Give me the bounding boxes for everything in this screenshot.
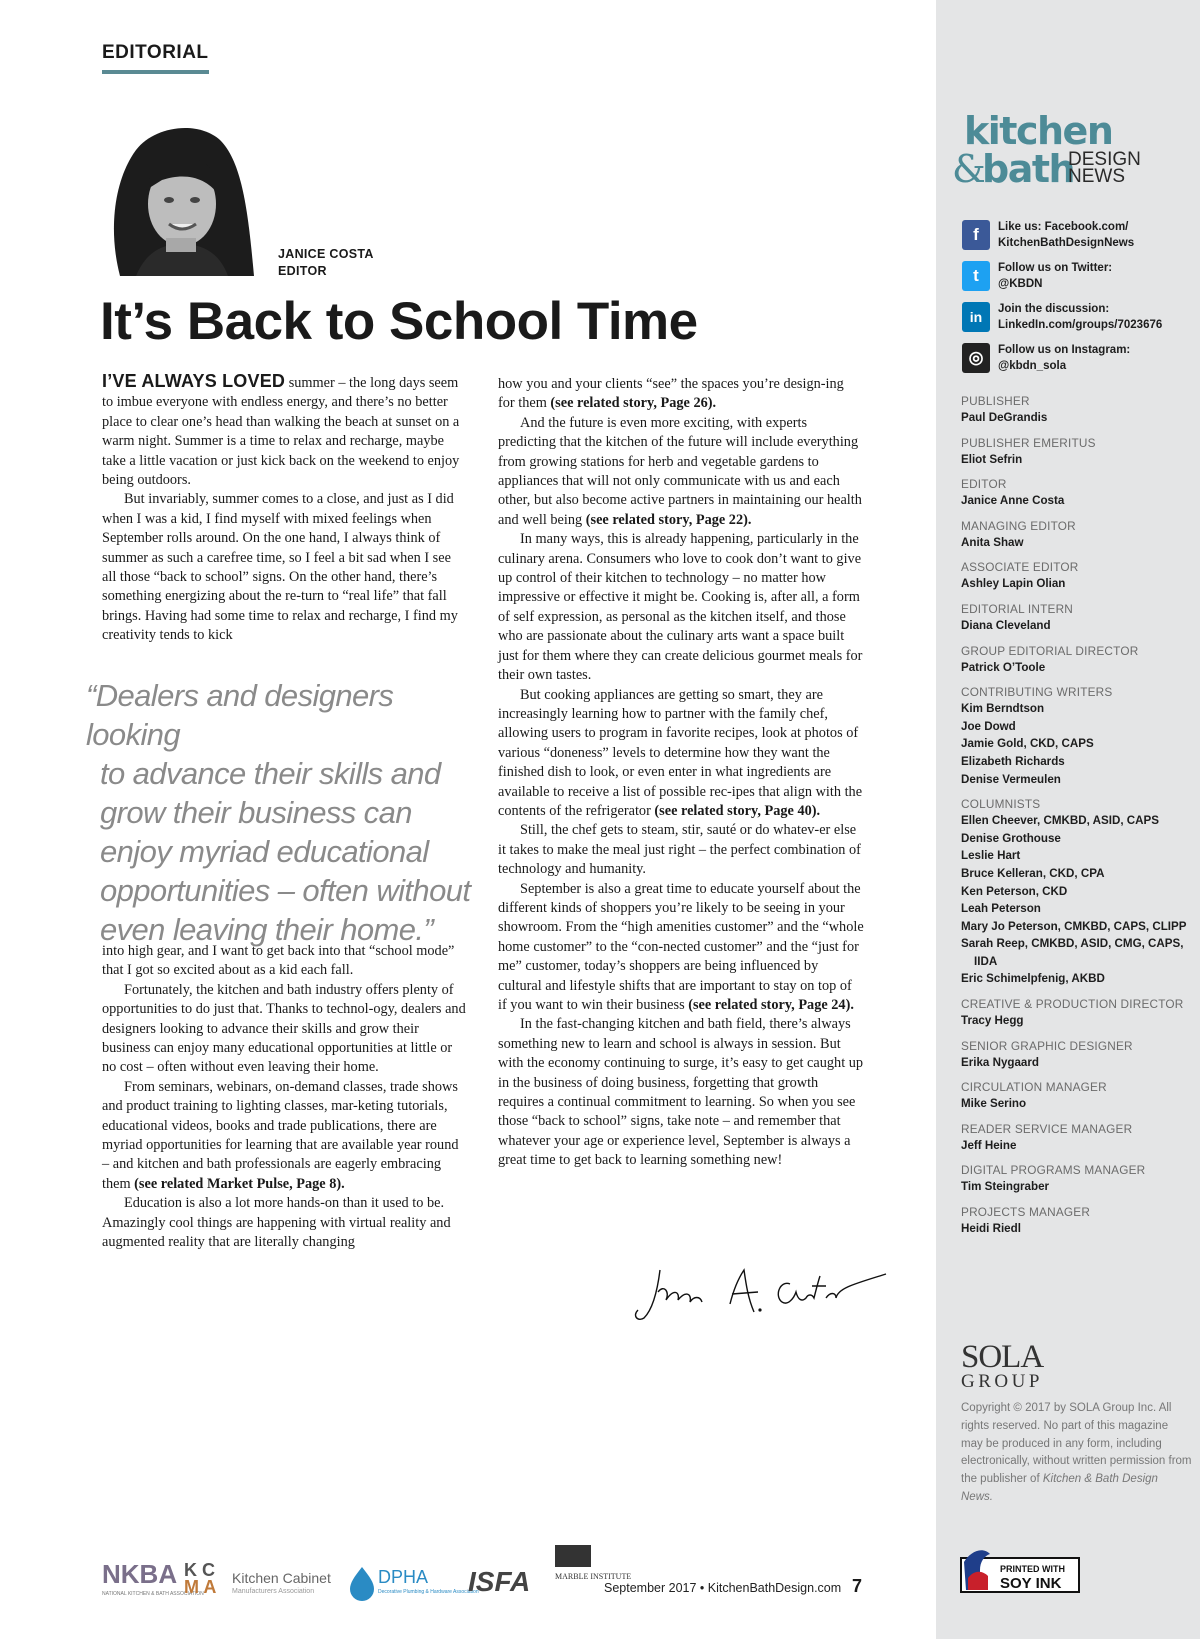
masthead-list [961,393,1193,1238]
masthead-name: Bruce Kelleran, CKD, CPA [961,866,1105,880]
editor-portrait [102,120,256,276]
svg-text:K C: K C [184,1560,215,1580]
masthead-role: COLUMNISTS [961,797,1041,812]
social-link[interactable] [962,261,1182,299]
article-paragraph: I’VE ALWAYS LOVED summer – the long days seem to imbue everyone with endless energy, and there’s no better place to clear one’s head than walking the beach at sunset on a warm night. Summer is a time to relax and recharge, maybe take a little vacation or just kick back on the weekend to enjoy being outdoors. [102,371,460,489]
masthead-name: Tracy Hegg [961,1014,1024,1028]
related-story-ref: (see related story, Page 22). [585,511,752,528]
masthead-sidebar [936,0,1200,1639]
masthead-name: Leslie Hart [961,849,1021,863]
masthead-role: PUBLISHER EMERITUS [961,435,1096,450]
social-link-text: Follow us on Twitter: @KBDN [998,262,1113,290]
svg-text:&: & [952,147,986,191]
masthead-name: Tim Steingraber [961,1180,1050,1194]
masthead-name: Jamie Gold, CKD, CAPS [961,737,1094,751]
masthead-name: Diana Cleveland [961,618,1051,632]
masthead-name: Kim Berndtson [961,702,1045,716]
masthead-name: Ken Peterson, CKD [961,884,1068,898]
article-paragraph: And the future is even more exciting, with experts predicting that the kitchen of the future will include everything from growing stations for herb and vegetable gardens to appliances that will not only communicate with us and each other, but also become active partners in maintaining our health and well being (see related story, Page 22). [498,414,862,528]
pull-quote-line: grow their business can [100,795,412,830]
section-label: EDITORIAL [102,42,209,74]
svg-text:DPHA: DPHA [378,1567,429,1587]
masthead-name: Ashley Lapin Olian [961,577,1066,591]
masthead-name: Sarah Reep, CMKBD, ASID, CMG, CAPS, IIDA [961,937,1184,968]
article-paragraph: into high gear, and I want to get back into that “school mode” that I got so excited about as a kid each fall. [102,943,455,979]
linkedin-icon: in [962,302,990,332]
social-link-text: Like us: Facebook.com/ KitchenBathDesignNews [998,221,1135,249]
masthead-role: CONTRIBUTING WRITERS [961,685,1113,700]
svg-text:SOY INK: SOY INK [1000,1575,1062,1592]
page-footer: September 2017 • KitchenBathDesign.com [604,1581,842,1595]
social-link[interactable] [962,343,1182,381]
facebook-icon: f [962,220,990,250]
article-paragraph: Education is also a lot more hands-on than it used to be. Amazingly cool things are happening with virtual reality and augmented reality that are literally changing [102,1195,451,1251]
svg-text:MARBLE INSTITUTE: MARBLE INSTITUTE [555,1572,632,1581]
instagram-icon: ◎ [962,343,990,373]
article-paragraph: Still, the chef gets to steam, stir, sauté or do whatev-er else it takes to make the meal just right – the perfect combination of technology and humanity. [498,822,861,878]
kcma-logo [184,1560,331,1597]
twitter-icon: t [962,261,990,291]
article-column-1-bottom [102,942,468,1253]
masthead-name: Erika Nygaard [961,1055,1039,1069]
svg-text:NATIONAL KITCHEN & BATH ASSOCI: NATIONAL KITCHEN & BATH ASSOCIATION [102,1591,204,1597]
social-link-text: Follow us on Instagram: @kbdn_sola [998,344,1131,372]
related-story-ref: (see related story, Page 26). [550,395,717,412]
pull-quote-line: even leaving their home.” [100,912,434,947]
svg-text:PRINTED WITH: PRINTED WITH [1000,1564,1065,1574]
masthead-name: Denise Grothouse [961,831,1061,845]
pull-quote-line: to advance their skills and [100,756,441,791]
masthead-name: Joe Dowd [961,719,1016,733]
magazine-logo [952,109,1156,191]
svg-text:Manufacturers Association: Manufacturers Association [232,1588,315,1595]
partner-logos [102,1545,632,1605]
masthead-role: ASSOCIATE EDITOR [961,560,1079,575]
page-number: 7 [852,1576,863,1596]
masthead-role: PUBLISHER [961,394,1030,408]
article-paragraph: In many ways, this is already happening, particularly in the culinary arena. Consumers who love to cook don’t want to give up control of their kitchen to technology – no matter how impressive or effective it might be. Cooking is, after all, a form of self expression, as personal as the kitchen itself, and those who are passionate about the culinary arts want a space built just for them where they can create delicious gourmet meals for their own tastes. [498,531,863,684]
masthead-name: Patrick O’Toole [961,660,1046,674]
article-paragraph: But invariably, summer comes to a close, and just as I did when I was a kid, I find myself with mixed feelings when September rolls around. On the one hand, I always think of summer as such a carefree time, so I feel a bit sad when I see all those “back to school” signs. On the other hand, there’s something energizing about the re-turn to “real life” that fall brings. Having had some time to relax and recharge, I find my creativity tends to kick [102,491,458,644]
masthead-name: Jeff Heine [961,1138,1017,1152]
byline-name: JANICE COSTA [278,247,374,261]
pull-quote [86,676,486,949]
masthead-name: Elizabeth Richards [961,754,1065,768]
masthead-name: Eliot Sefrin [961,452,1023,466]
byline [278,246,374,280]
article-paragraph: In the fast-changing kitchen and bath field, there’s always something new to learn and school is always in session. But with the economy continuing to surge, it’s easy to get caught up in the business of doing business, forgetting that growth requires a continual commitment to learning. So when you see those “back to school” signs, take note – and remember that whatever your age or experience level, September is always a great time to get back to learning something new! [498,1016,864,1169]
masthead-role: EDITORIAL INTERN [961,601,1074,616]
masthead-role: CIRCULATION MANAGER [961,1080,1107,1095]
editor-signature [630,1262,890,1330]
related-story-ref: (see related story, Page 24). [688,997,854,1013]
svg-text:DESIGN: DESIGN [1068,149,1141,170]
masthead-name: Mike Serino [961,1097,1027,1111]
article-paragraph: September is also a great time to educate yourself about the different kinds of shoppers you’re likely to be seeing in your showroom. From the “high amenities customer” and the “whole home customer” to the “con-nected customer” and the “just for me” customer, today’s shoppers are being influenced by cultural and lifestyle shifts that are important to stay on top of if you want to win their business (see related story, Page 24). [498,880,864,1013]
masthead-role: MANAGING EDITOR [961,518,1076,533]
headline: It’s Back to School Time [100,292,698,351]
social-link[interactable] [962,302,1182,340]
masthead-name: Anita Shaw [961,535,1024,549]
masthead-role: SENIOR GRAPHIC DESIGNER [961,1038,1133,1053]
masthead-name: Janice Anne Costa [961,494,1065,508]
svg-text:NEWS: NEWS [1068,166,1125,187]
svg-text:bath: bath [982,147,1075,191]
masthead-role: EDITOR [961,477,1007,492]
copyright-notice: Copyright © 2017 by SOLA Group Inc. All rights reserved. No part of this magazine may be produced in any form, including electronically, without written permission from the publisher of Kitchen & Bath Design News. [961,1402,1192,1503]
marble-institute-logo [555,1545,631,1581]
article-paragraph: From seminars, webinars, on-demand classes, trade shows and product training to lighting classes, mar-keting tutorials, educational videos, books and trade publications, there are myriad opportunities for learning that are available year round – and kitchen and bath professionals are eagerly embracing them (see related Market Pulse, Page 8). [102,1078,459,1192]
masthead-role: READER SERVICE MANAGER [961,1121,1133,1136]
masthead-name: Mary Jo Peterson, CMKBD, CAPS, CLIPP [961,919,1187,933]
social-link[interactable] [962,220,1182,258]
svg-text:ISFA: ISFA [468,1566,531,1597]
svg-text:Decorative Plumbing & Hardware: Decorative Plumbing & Hardware Association [378,1589,479,1595]
masthead-role: CREATIVE & PRODUCTION DIRECTOR [961,997,1184,1012]
masthead-name: Heidi Riedl [961,1222,1021,1236]
masthead-name: Leah Peterson [961,902,1041,916]
article-paragraph: But cooking appliances are getting so smart, they are increasingly learning how to partner with the family chef, allowing users to program in favorite recipes, look at photos of various “doneness” levels to determine how they want the finished dish to look, or even enter in what ingredients are available to receive a list of possible rec-ipes that align with the contents of the refrigerator (see related story, Page 40). [498,686,863,819]
article-paragraph: how you and your clients “see” the spaces you’re design-ing for them (see related story, Page 26). [498,376,844,412]
masthead-role: PROJECTS MANAGER [961,1205,1091,1220]
related-story-ref: (see related Market Pulse, Page 8). [134,1175,345,1192]
svg-text:kitchen: kitchen [964,109,1113,153]
social-link-text: Join the discussion: LinkedIn.com/groups/7023676 [998,303,1163,331]
article-paragraph: Fortunately, the kitchen and bath industry offers plenty of opportunities to do just that. Thanks to technol-ogy, dealers and designers looking to advance their skills and grow their business can enjoy many educational opportunities at little or no cost – often without even leaving their home. [102,981,466,1076]
masthead-name: Paul DeGrandis [961,411,1048,424]
svg-text:M A: M A [184,1577,217,1597]
masthead-name: Ellen Cheever, CMKBD, ASID, CAPS [961,814,1159,828]
masthead-role: DIGITAL PROGRAMS MANAGER [961,1163,1146,1178]
lead-in: I’VE ALWAYS LOVED [102,371,286,391]
isfa-logo [468,1566,530,1597]
byline-title: EDITOR [278,264,327,278]
sola-group-logo: SOLA GROUP [961,1339,1044,1392]
pull-quote-line: “Dealers and designers looking [86,678,394,752]
masthead-name: Eric Schimelpfenig, AKBD [961,972,1105,986]
dpha-logo [350,1567,479,1601]
article-column-2 [498,375,864,1171]
masthead-name: Denise Vermeulen [961,772,1061,786]
related-story-ref: (see related story, Page 40). [654,802,821,819]
masthead-role: GROUP EDITORIAL DIRECTOR [961,643,1139,658]
svg-text:NKBA: NKBA [102,1559,178,1589]
article-column-1-top [102,372,468,646]
pull-quote-line: enjoy myriad educational [100,834,429,869]
pull-quote-line: opportunities – often without [100,873,471,908]
svg-text:Kitchen Cabinet: Kitchen Cabinet [232,1570,331,1586]
soy-ink-logo [960,1548,1065,1596]
